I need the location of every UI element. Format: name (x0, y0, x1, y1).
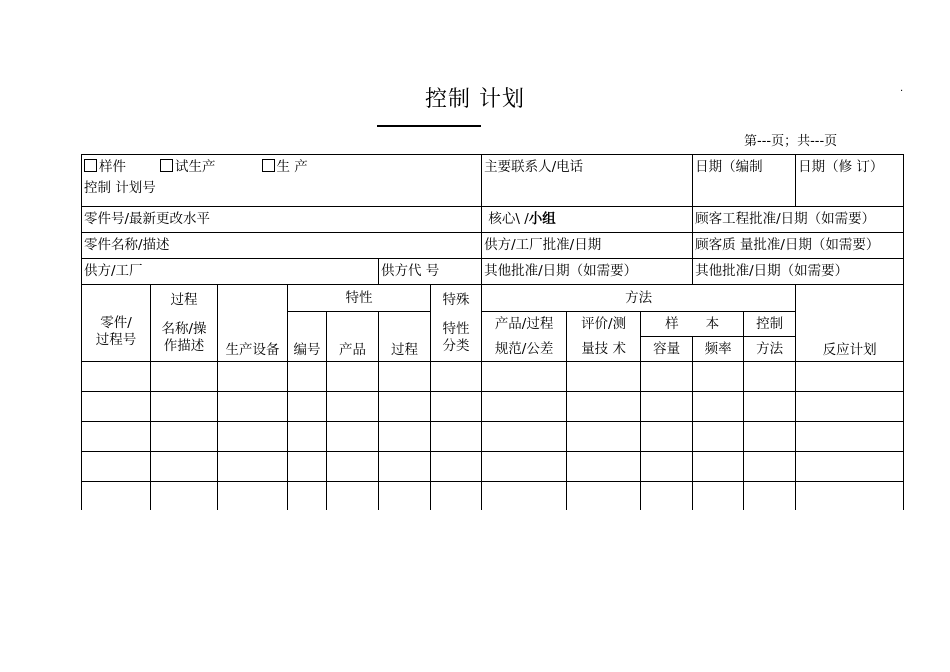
table-cell[interactable] (218, 362, 288, 392)
key-contact-cell: 主要联系人/电话 (482, 155, 693, 207)
table-cell[interactable] (482, 362, 567, 392)
col-process-name (151, 285, 218, 362)
supplier-approval-cell: 供方/工厂批准/日期 (482, 233, 693, 259)
col-control-method-bottom: 方法 (744, 337, 796, 362)
table-cell[interactable] (379, 482, 431, 510)
page-total: 共---页 (797, 134, 838, 149)
table-cell[interactable] (431, 362, 482, 392)
table-cell[interactable] (693, 362, 744, 392)
table-cell[interactable] (379, 362, 431, 392)
table-cell[interactable] (693, 482, 744, 510)
col-char-product: 产品 (327, 312, 379, 362)
table-cell[interactable] (744, 452, 796, 482)
other-approval-1-cell: 其他批准/日期（如需要） (482, 259, 693, 285)
col-sample-size: 容量 (641, 337, 693, 362)
table-cell[interactable] (796, 452, 904, 482)
table-cell[interactable] (82, 482, 151, 510)
table-cell[interactable] (641, 482, 693, 510)
table-cell[interactable] (641, 422, 693, 452)
control-plan-table (81, 154, 904, 510)
table-cell[interactable] (327, 452, 379, 482)
page-number (744, 134, 837, 150)
table-cell[interactable] (693, 392, 744, 422)
table-cell[interactable] (482, 482, 567, 510)
col-reaction-plan: 反应计划 (796, 285, 904, 362)
table-cell[interactable] (796, 362, 904, 392)
col-spec-tolerance (482, 312, 567, 362)
table-cell[interactable] (82, 422, 151, 452)
col-process-name-line1: 过程 (170, 291, 198, 308)
table-cell[interactable] (744, 362, 796, 392)
other-approval-2-cell: 其他批准/日期（如需要） (693, 259, 904, 285)
col-special-class-line1: 特殊 (442, 291, 470, 308)
table-cell[interactable] (151, 452, 218, 482)
table-cell[interactable] (327, 362, 379, 392)
table-cell[interactable] (151, 392, 218, 422)
table-cell[interactable] (218, 452, 288, 482)
table-cell[interactable] (82, 362, 151, 392)
col-special-class (431, 285, 482, 362)
col-part-process-no (82, 285, 151, 362)
table-cell[interactable] (288, 362, 327, 392)
title-underline (377, 125, 481, 127)
table-cell[interactable] (288, 422, 327, 452)
table-cell[interactable] (218, 422, 288, 452)
col-characteristics: 特性 (288, 285, 431, 312)
col-control-method-top: 控制 (744, 312, 796, 337)
col-sample-freq: 频率 (693, 337, 744, 362)
table-cell[interactable] (379, 422, 431, 452)
col-eval-technique (567, 312, 641, 362)
core-team-suffix: 小组 (528, 211, 556, 227)
prelaunch-label: 试生产 (175, 159, 216, 175)
table-cell[interactable] (379, 392, 431, 422)
supplier-code-cell: 供方代 号 (379, 259, 482, 285)
production-checkbox[interactable] (262, 159, 308, 176)
col-methods: 方法 (482, 285, 796, 312)
table-cell[interactable] (693, 422, 744, 452)
table-cell[interactable] (796, 392, 904, 422)
table-cell[interactable] (218, 392, 288, 422)
date-orig-cell: 日期（编制 (693, 155, 796, 207)
prototype-checkbox[interactable] (84, 159, 126, 176)
table-cell[interactable] (218, 482, 288, 510)
table-cell[interactable] (327, 392, 379, 422)
part-name-cell: 零件名称/描述 (82, 233, 482, 259)
table-cell[interactable] (567, 422, 641, 452)
col-process-name-line3: 作描述 (163, 337, 205, 354)
table-cell[interactable] (641, 452, 693, 482)
part-no-cell: 零件号/最新更改水平 (82, 207, 482, 233)
table-row (82, 362, 904, 392)
col-eval-line1: 评价/测 (581, 315, 627, 332)
table-cell[interactable] (567, 482, 641, 510)
table-cell[interactable] (379, 452, 431, 482)
table-cell[interactable] (482, 392, 567, 422)
table-cell[interactable] (567, 392, 641, 422)
supplier-plant-cell: 供方/工厂 (82, 259, 379, 285)
table-row (82, 392, 904, 422)
page-title: 控制 计划 (425, 87, 525, 112)
core-team-cell (482, 207, 693, 233)
date-rev-cell: 日期（修 订） (796, 155, 904, 207)
control-plan-no-label: 控制 计划号 (84, 180, 156, 196)
table-cell[interactable] (431, 422, 482, 452)
page-current: 第---页； (744, 134, 798, 149)
table-cell[interactable] (641, 392, 693, 422)
col-special-class-line2: 特性 (442, 320, 470, 337)
customer-quality-approval-cell: 顾客质 量批准/日期（如需要） (693, 233, 904, 259)
table-cell[interactable] (744, 482, 796, 510)
table-cell[interactable] (567, 452, 641, 482)
production-label: 生 产 (276, 159, 308, 175)
table-cell[interactable] (151, 482, 218, 510)
col-machine: 生产设备 (218, 285, 288, 362)
col-char-process: 过程 (379, 312, 431, 362)
table-cell[interactable] (82, 392, 151, 422)
customer-eng-approval-cell: 顾客工程批准/日期（如需要） (693, 207, 904, 233)
table-cell[interactable] (288, 452, 327, 482)
table-cell[interactable] (796, 482, 904, 510)
table-cell[interactable] (151, 422, 218, 452)
table-cell[interactable] (744, 392, 796, 422)
table-cell[interactable] (693, 452, 744, 482)
table-cell[interactable] (327, 482, 379, 510)
col-special-class-line3: 分类 (442, 337, 470, 354)
col-eval-line2: 量技 术 (581, 340, 626, 357)
table-cell[interactable] (482, 452, 567, 482)
col-spec-line2: 规范/公差 (494, 340, 554, 357)
col-part-process-no-line1: 零件/ (100, 314, 132, 331)
table-cell[interactable] (796, 422, 904, 452)
core-team-label: 核心\ / (488, 211, 529, 227)
col-char-no: 编号 (288, 312, 327, 362)
table-cell[interactable] (288, 482, 327, 510)
table-cell[interactable] (431, 482, 482, 510)
table-cell[interactable] (288, 392, 327, 422)
col-process-name-line2: 名称/操 (161, 320, 207, 337)
table-cell[interactable] (567, 362, 641, 392)
table-cell[interactable] (151, 362, 218, 392)
corner-dot: . (900, 83, 904, 94)
table-cell[interactable] (744, 422, 796, 452)
col-spec-line1: 产品/过程 (494, 315, 554, 332)
table-row (82, 422, 904, 452)
table-cell[interactable] (641, 362, 693, 392)
prelaunch-checkbox[interactable] (160, 159, 216, 176)
table-row (82, 452, 904, 482)
prototype-label: 样件 (99, 159, 126, 175)
table-cell[interactable] (431, 392, 482, 422)
table-row (82, 482, 904, 510)
table-cell[interactable] (482, 422, 567, 452)
table-cell[interactable] (82, 452, 151, 482)
plan-type-cell (82, 155, 482, 207)
col-part-process-no-line2: 过程号 (95, 331, 137, 348)
col-sample: 样 本 (641, 312, 744, 337)
table-cell[interactable] (327, 422, 379, 452)
table-cell[interactable] (431, 452, 482, 482)
